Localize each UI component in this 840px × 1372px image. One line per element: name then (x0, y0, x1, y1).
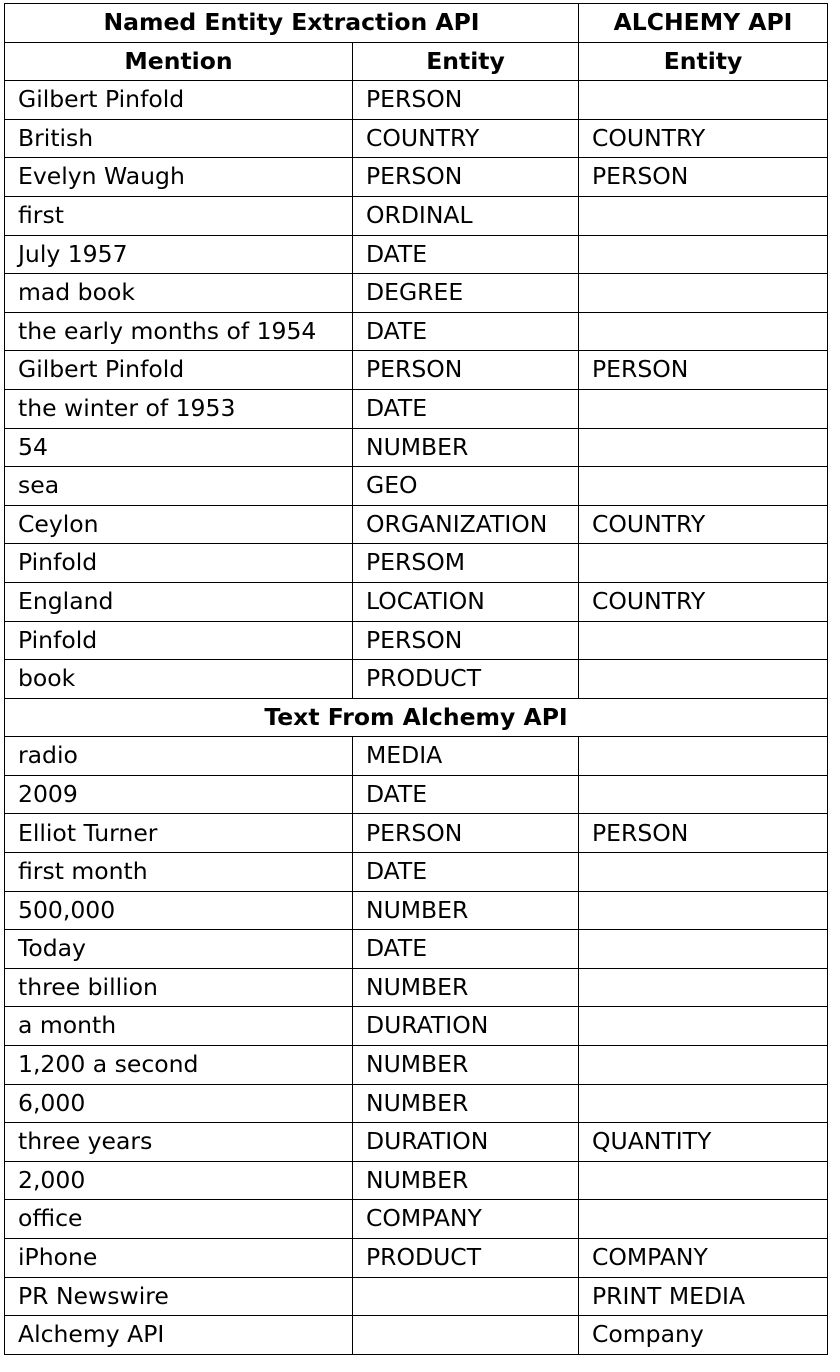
cell-alchemy-entity: COMPANY (579, 1239, 828, 1278)
cell-alchemy-entity: Company (579, 1316, 828, 1355)
cell-entity: ORGANIZATION (353, 505, 579, 544)
table-row (5, 81, 828, 120)
table-row (5, 1084, 828, 1123)
group-header-alchemy: ALCHEMY API (579, 4, 828, 43)
cell-mention: three years (5, 1123, 353, 1162)
table-row (5, 312, 828, 351)
table-row (5, 196, 828, 235)
cell-alchemy-entity (579, 274, 828, 313)
cell-entity: COMPANY (353, 1200, 579, 1239)
cell-entity (353, 1316, 579, 1355)
table-row (5, 1239, 828, 1278)
table-row (5, 505, 828, 544)
cell-alchemy-entity (579, 775, 828, 814)
cell-alchemy-entity (579, 1084, 828, 1123)
cell-mention: Gilbert Pinfold (5, 351, 353, 390)
cell-alchemy-entity (579, 660, 828, 699)
cell-mention: Ceylon (5, 505, 353, 544)
cell-alchemy-entity (579, 853, 828, 892)
cell-mention: office (5, 1200, 353, 1239)
cell-mention: 6,000 (5, 1084, 353, 1123)
cell-alchemy-entity (579, 389, 828, 428)
cell-alchemy-entity: COUNTRY (579, 582, 828, 621)
cell-alchemy-entity (579, 1161, 828, 1200)
cell-alchemy-entity (579, 930, 828, 969)
table-row (5, 582, 828, 621)
cell-alchemy-entity (579, 235, 828, 274)
cell-mention: PR Newswire (5, 1277, 353, 1316)
cell-mention: a month (5, 1007, 353, 1046)
cell-mention: 2009 (5, 775, 353, 814)
cell-entity: NUMBER (353, 891, 579, 930)
cell-alchemy-entity: PERSON (579, 351, 828, 390)
cell-alchemy-entity (579, 81, 828, 120)
table-row (5, 621, 828, 660)
table-row (5, 351, 828, 390)
table-row (5, 428, 828, 467)
cell-alchemy-entity: QUANTITY (579, 1123, 828, 1162)
cell-entity: DATE (353, 312, 579, 351)
table-row (5, 1316, 828, 1355)
cell-mention: 2,000 (5, 1161, 353, 1200)
table-row (5, 1123, 828, 1162)
cell-entity: GEO (353, 467, 579, 506)
column-header-mention: Mention (5, 42, 353, 81)
cell-entity: DATE (353, 235, 579, 274)
cell-alchemy-entity (579, 891, 828, 930)
cell-entity: PRODUCT (353, 1239, 579, 1278)
table-body-part1 (5, 81, 828, 699)
cell-entity: NUMBER (353, 1046, 579, 1085)
cell-mention: 54 (5, 428, 353, 467)
cell-entity: PERSOM (353, 544, 579, 583)
cell-entity: PERSON (353, 158, 579, 197)
cell-alchemy-entity (579, 1046, 828, 1085)
cell-mention: the winter of 1953 (5, 389, 353, 428)
cell-entity: NUMBER (353, 968, 579, 1007)
cell-entity: DEGREE (353, 274, 579, 313)
table-body-part2 (5, 737, 828, 1355)
table-row (5, 891, 828, 930)
cell-alchemy-entity (579, 1200, 828, 1239)
cell-mention: book (5, 660, 353, 699)
cell-alchemy-entity: PRINT MEDIA (579, 1277, 828, 1316)
table-row (5, 775, 828, 814)
cell-entity: PERSON (353, 814, 579, 853)
cell-entity: DATE (353, 389, 579, 428)
section-divider (5, 698, 828, 737)
table-row (5, 389, 828, 428)
cell-alchemy-entity (579, 312, 828, 351)
table-row (5, 158, 828, 197)
cell-mention: England (5, 582, 353, 621)
cell-mention: Gilbert Pinfold (5, 81, 353, 120)
group-header-named-entity: Named Entity Extraction API (5, 4, 579, 43)
cell-mention: Alchemy API (5, 1316, 353, 1355)
cell-alchemy-entity (579, 467, 828, 506)
cell-entity: PERSON (353, 621, 579, 660)
section-title: Text From Alchemy API (5, 698, 828, 737)
cell-entity: COUNTRY (353, 119, 579, 158)
table-row (5, 968, 828, 1007)
table-row (5, 1200, 828, 1239)
table-row (5, 660, 828, 699)
cell-entity: ORDINAL (353, 196, 579, 235)
column-header-row (5, 42, 828, 81)
cell-entity: DATE (353, 930, 579, 969)
table-row (5, 544, 828, 583)
cell-entity: PERSON (353, 351, 579, 390)
table-row (5, 235, 828, 274)
cell-mention: Evelyn Waugh (5, 158, 353, 197)
cell-entity: MEDIA (353, 737, 579, 776)
cell-mention: mad book (5, 274, 353, 313)
cell-entity: NUMBER (353, 428, 579, 467)
cell-alchemy-entity (579, 544, 828, 583)
table-row (5, 737, 828, 776)
cell-alchemy-entity: PERSON (579, 814, 828, 853)
cell-mention: Elliot Turner (5, 814, 353, 853)
cell-mention: Today (5, 930, 353, 969)
cell-entity: DATE (353, 775, 579, 814)
cell-entity: NUMBER (353, 1084, 579, 1123)
cell-mention: Pinfold (5, 544, 353, 583)
entity-comparison-table (4, 3, 828, 1355)
table-row (5, 119, 828, 158)
cell-alchemy-entity (579, 1007, 828, 1046)
cell-mention: first (5, 196, 353, 235)
cell-alchemy-entity (579, 621, 828, 660)
table-row (5, 274, 828, 313)
table-row (5, 1161, 828, 1200)
cell-entity: DURATION (353, 1123, 579, 1162)
table-row (5, 467, 828, 506)
cell-entity: DATE (353, 853, 579, 892)
table-row (5, 814, 828, 853)
cell-mention: the early months of 1954 (5, 312, 353, 351)
header-group-row (5, 4, 828, 43)
cell-alchemy-entity: COUNTRY (579, 505, 828, 544)
table-row (5, 1007, 828, 1046)
cell-mention: Pinfold (5, 621, 353, 660)
cell-alchemy-entity (579, 968, 828, 1007)
table-row (5, 1046, 828, 1085)
cell-entity: LOCATION (353, 582, 579, 621)
cell-mention: three billion (5, 968, 353, 1007)
cell-mention: 1,200 a second (5, 1046, 353, 1085)
cell-alchemy-entity (579, 196, 828, 235)
table-row (5, 1277, 828, 1316)
cell-entity: PRODUCT (353, 660, 579, 699)
cell-alchemy-entity: COUNTRY (579, 119, 828, 158)
cell-entity: DURATION (353, 1007, 579, 1046)
column-header-entity: Entity (353, 42, 579, 81)
cell-entity (353, 1277, 579, 1316)
cell-mention: iPhone (5, 1239, 353, 1278)
cell-alchemy-entity (579, 737, 828, 776)
table-row (5, 930, 828, 969)
cell-mention: 500,000 (5, 891, 353, 930)
cell-mention: British (5, 119, 353, 158)
cell-mention: first month (5, 853, 353, 892)
table-row (5, 853, 828, 892)
cell-alchemy-entity (579, 428, 828, 467)
cell-mention: sea (5, 467, 353, 506)
cell-mention: radio (5, 737, 353, 776)
cell-entity: PERSON (353, 81, 579, 120)
column-header-alchemy-entity: Entity (579, 42, 828, 81)
cell-alchemy-entity: PERSON (579, 158, 828, 197)
cell-entity: NUMBER (353, 1161, 579, 1200)
cell-mention: July 1957 (5, 235, 353, 274)
section-title-row (5, 698, 828, 737)
